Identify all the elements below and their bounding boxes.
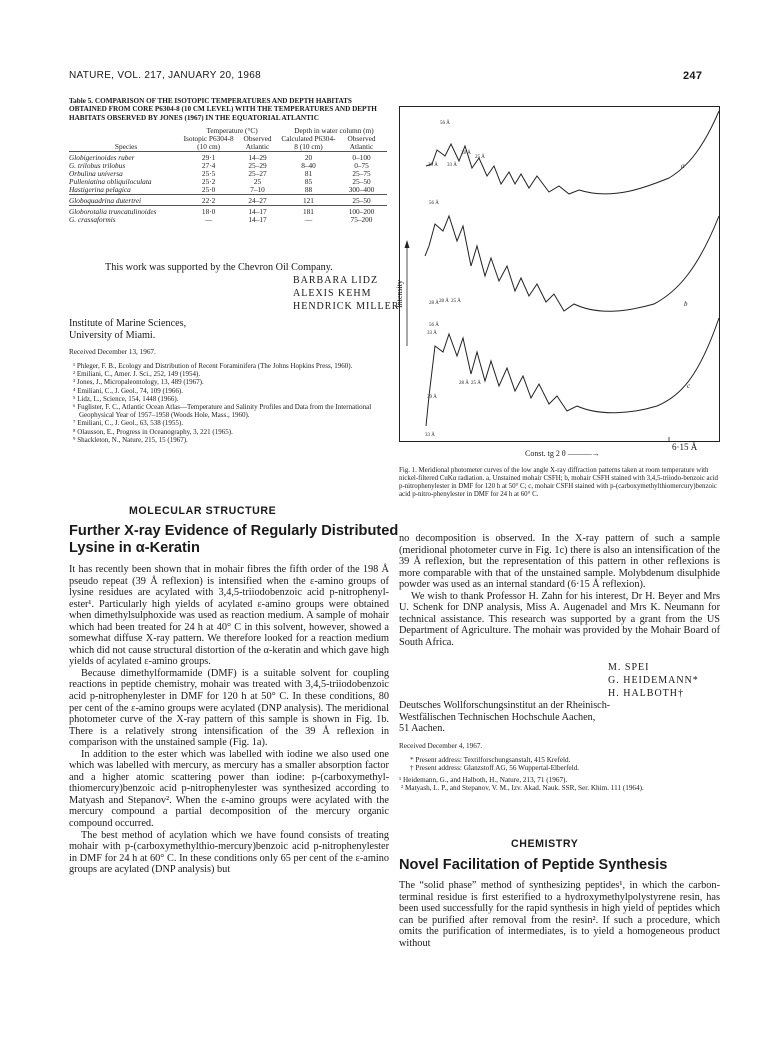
cell: 88 <box>304 185 313 194</box>
cell: 0–75 <box>354 161 369 170</box>
cell: — <box>204 215 213 224</box>
paragraph: The “solid phase” method of synthesizing peptides¹, in which the carbon-terminal residue is first esterified to a hydroxymethylpolystyrene resin, has been used successfully for the rapid synthesis in high yield of peptides which can be purified after removal from the resin². If such a procedure, which omits the purification of intermediates, is to yield a homogeneous product without <box>399 880 720 949</box>
received-date: Received December 4, 1967. <box>399 742 483 750</box>
institution-line: 51 Aachen. <box>399 723 445 735</box>
author-signature: HENDRICK MILLER <box>293 301 400 312</box>
article-body-right <box>399 533 720 648</box>
institution <box>69 318 186 342</box>
received-date: Received December 13, 1967. <box>69 348 156 356</box>
reference: ¹ Heidemann, G., and Halboth, H., Nature, 213, 71 (1967). <box>399 776 568 784</box>
cell: 300–400 <box>348 185 375 194</box>
peak-label: 39 Å <box>428 163 438 168</box>
peak-label: 56 Å <box>429 323 439 328</box>
header-species: Species <box>114 142 138 151</box>
cell: 22·2 <box>201 196 216 205</box>
cell: 7–10 <box>250 185 265 194</box>
paragraph: The best method of acylation which we have found consists of treating mohair with p-(carboxymethylthio-mercury)benzoic acid p-nitrophenylester in DMF for 24 h at 60° C. In these conditions only 65 per cent of the ε-amino groups are acylated (DNP analysis) but <box>69 829 389 876</box>
footnotes <box>410 756 720 772</box>
reference: ³ Jones, J., Micropaleontology, 13, 489 (1967). <box>73 378 204 387</box>
institution-line: University of Miami. <box>69 330 156 341</box>
author-signature: ALEXIS KEHM <box>293 288 372 299</box>
cell: 85 <box>304 177 313 186</box>
cell: 20 <box>304 153 313 162</box>
article-title: Novel Facilitation of Peptide Synthesis <box>399 857 668 873</box>
cell: 8–40 <box>301 161 316 170</box>
cell: 121 <box>303 196 314 205</box>
cell-species: Hastigerina pelagica <box>69 185 131 194</box>
article-body-left <box>69 564 389 876</box>
header-calculated: Calculated P6304-8 (10 cm) <box>281 134 336 151</box>
reference: ⁸ Olausson, E., Progress in Oceanography, 3, 221 (1965). <box>73 427 233 436</box>
curve-label-b: b <box>684 300 688 308</box>
cell-species: Pulleniatina obliquiloculata <box>69 177 152 186</box>
cell: 25·2 <box>201 177 216 186</box>
paragraph: We wish to thank Professor H. Zahn for his interest, Dr H. Beyer and Mrs U. Schenk for DNP analysis, Miss A. Augenadel and Mrs K. Neumann for technical assistance. This research was supported by a grant from the US Department of Agriculture. The mohair was provided by the Mohair Board of South Africa. <box>399 590 720 648</box>
institution-line: Institute of Marine Sciences, <box>69 318 187 329</box>
institution <box>399 700 610 735</box>
cell: 14–17 <box>248 207 267 216</box>
cell: 100–200 <box>348 207 375 216</box>
figure-1-plot <box>399 106 720 451</box>
peak-label: 33 Å <box>427 331 437 336</box>
paragraph: Because dimethylformamide (DMF) is a suitable solvent for coupling reactions in peptide chemistry, mohair was treated with 3,4,5-triiodobenzoic acid p-nitrophenylester in DMF for 120 h at 50° C. In these conditions, 80 per cent of the ε-amino groups were acylated (DNP analysis). The meridional photometer curve of the X-ray pattern of this sample is shown in Fig. 1b. There is a relatively strong intensification of the 39 Å reflexion in comparison with the unstained sample (Fig. 1a). <box>69 667 389 749</box>
peak-label: 28 Å <box>459 381 469 386</box>
page-number: 247 <box>683 70 703 82</box>
cell: 18·0 <box>201 207 216 216</box>
article-body <box>399 880 720 949</box>
reference: ⁷ Emiliani, C., J. Geol., 63, 538 (1955). <box>73 419 183 428</box>
reference: ⁵ Lidz, L., Science, 154, 1448 (1966). <box>73 394 179 403</box>
cell: 25–75 <box>352 169 371 178</box>
section-heading: CHEMISTRY <box>511 838 579 850</box>
x-axis-label <box>525 449 600 458</box>
table-caption <box>69 97 389 122</box>
cell: 29·1 <box>201 153 216 162</box>
author-signature: M. SPEI <box>608 662 650 673</box>
cell: 25–50 <box>352 177 371 186</box>
cell-species: Globigerinoides ruber <box>69 153 135 162</box>
table-row <box>69 208 387 216</box>
right-arrow-icon: ———→ <box>567 449 600 458</box>
reference: ⁴ Emiliani, C., J. Geol., 74, 109 (1966). <box>73 386 183 395</box>
peak-label: 33 Å <box>447 163 457 168</box>
table-5 <box>69 127 387 224</box>
reference: ² Emiliani, C., Amer. J. Sci., 252, 149 (1954). <box>73 370 201 379</box>
cell: 24–27 <box>248 196 267 205</box>
peak-label: 28 Å <box>439 299 449 304</box>
cell: 25–27 <box>248 169 267 178</box>
cell: 27·4 <box>201 161 216 170</box>
table-row <box>69 216 387 224</box>
peak-label: 25 Å <box>451 299 461 304</box>
section-heading: MOLECULAR STRUCTURE <box>129 505 277 517</box>
curve-b <box>425 216 719 311</box>
curve-c <box>426 318 719 426</box>
institution-line: Deutsches Wollforschungsinstitut an der Rheinisch- <box>399 700 611 711</box>
curve-label-c: c <box>687 382 691 390</box>
cell: 25·0 <box>201 185 216 194</box>
cell: 0–100 <box>352 153 371 162</box>
table-row <box>69 197 387 206</box>
header-depth: Depth in water column (m) <box>294 126 374 135</box>
footnote: * Present address: Textilforschungsanstalt, 415 Krefeld. <box>410 756 571 764</box>
peak-label: 28 Å <box>461 151 471 156</box>
reference: ⁹ Shackleton, N., Nature, 215, 15 (1967). <box>73 435 188 444</box>
cell-species: Globorotalia truncatulinoides <box>69 207 157 216</box>
table-row <box>69 186 387 195</box>
x-axis-label-text: Const. tg 2 θ <box>525 449 566 458</box>
peak-label: 25 Å <box>471 381 481 386</box>
institution-line: Westfälischen Technischen Hochschule Aachen, <box>399 711 596 723</box>
cell: 75–200 <box>350 215 373 224</box>
header-observed-temp: Observed Atlantic <box>243 134 272 151</box>
paragraph: In addition to the ester which was labelled with iodine we also used one which was labelled with mercury, as mercury has a smaller absorption factor and a higher atomic scattering power than iodine: p-(carboxymethyl-thiomercury)benzoic acid p-nitrophenylester was synthesized according to Matyash and Stepanov². When the ε-amino groups were acylated with the mercury compound a partial decomposition of the mercury organic compound occurred. <box>69 748 389 830</box>
author-signature: G. HEIDEMANN* <box>608 675 699 686</box>
cell-species: G. trilobus trilobus <box>69 161 126 170</box>
cell: 14–29 <box>248 153 267 162</box>
cell: 81 <box>304 169 313 178</box>
curve-label-a: a <box>681 162 685 170</box>
header-temperature: Temperature (°C) <box>206 126 258 135</box>
cell: 25 <box>253 177 262 186</box>
peak-label: 39 Å <box>427 395 437 400</box>
reference-list <box>69 362 389 444</box>
table-caption-text: COMPARISON OF THE ISOTOPIC TEMPERATURES AND DEPTH HABITATS OBTAINED FROM CORE P6304-8 (10 CM LEVEL) WITH THE TEMPERATURES AND DEPTH HABITATS OBSERVED BY JONES (1967) IN THE EQUATORIAL ATLANTIC <box>69 97 377 122</box>
footnote: † Present address: Glanzstoff AG, 56 Wuppertal-Elberfeld. <box>410 764 580 773</box>
cell-species: Orbulina universa <box>69 169 123 178</box>
reference: ¹ Phleger, F. B., Ecology and Distribution of Recent Foraminifera (The Johns Hopkins Press, 1960). <box>73 362 353 370</box>
figure-caption: Fig. 1. Meridional photometer curves of the low angle X-ray diffraction patterns taken at room temperature with nickel-filtered CuKα radiation. a, Unstained mohair CSFH; b, mohair CSFH stained with 3,4,5-triiodo-benzoic acid p-nitrophenylester in DMF for 120 h at 50° C; c, mohair CSFH stained with p-(carboxymethylthiomercury)benzoic acid p-nitro-phenylester in DMF for 24 h at 60° C. <box>399 467 718 498</box>
paragraph: It has recently been shown that in mohair fibres the fifth order of the 198 Å pseudo repeat (39 Å reflexion) is intensified when the ε-amino groups of lysine residues are acylated with 3,4,5-triiodobenzoic acid p-nitrophenyl-ester¹. Particularly high yields of acylated ε-amino groups were obtained when dimethylsulphoxide was used as reaction medium. A sample of mohair which had been treated for 24 h at 40° C in this solvent, however, showed a somewhat diffuse X-ray pattern. We therefore looked for a reaction medium which did not cause structural distortion of the α-keratin and which gave high yields of acylated ε-amino groups. <box>69 564 389 668</box>
cell: 25·5 <box>201 169 216 178</box>
author-signature: BARBARA LIDZ <box>293 275 379 286</box>
cell: 25–29 <box>248 161 267 170</box>
reference-list <box>399 776 720 792</box>
cell-species: Globoquadrina dutertrei <box>69 196 142 205</box>
table-number: Table 5. <box>69 97 94 105</box>
peak-label: 25 Å <box>475 155 485 160</box>
peak-label: 56 Å <box>440 121 450 126</box>
support-statement: This work was supported by the Chevron Oil Company. <box>105 262 333 273</box>
cell: — <box>304 215 313 224</box>
cell-species: G. crassaformis <box>69 215 116 224</box>
cell: 25–50 <box>352 196 371 205</box>
peak-label: 33 Å <box>425 433 435 438</box>
reference: ⁶ Fuglister, F. C., Atlantic Ocean Atlas—Temperature and Salinity Profiles and Data from the International Geophysical Year of 1957–1958 (Woods Hole, Mass., 1960). <box>73 403 372 420</box>
y-axis-label: Intensity <box>395 280 404 308</box>
journal-header: NATURE, VOL. 217, JANUARY 20, 1968 <box>69 70 261 81</box>
header-isotopic: Isotopic P6304-8 (10 cm) <box>183 134 234 151</box>
header-observed-depth: Observed Atlantic <box>347 134 376 151</box>
reference: ² Matyash, L. P., and Stepanov, V. M., Izv. Akad. Nauk. SSR, Ser. Khim. 111 (1964). <box>401 784 644 793</box>
author-signature: H. HALBOTH† <box>608 688 684 699</box>
standard-marker: 6·15 Å <box>672 442 698 452</box>
paragraph: no decomposition is observed. In the X-ray pattern of such a sample (meridional photometer curve in Fig. 1c) there is also an intensification of the 39 Å reflexion, but the representation of this pattern in other reflexions is more comparable with that of the unstained sample. Molybdenum disulphide powder was used as an internal standard (6·15 Å reflexion). <box>399 533 720 591</box>
article-title: Further X-ray Evidence of Regularly Distributed Lysine in α-Keratin <box>69 523 399 556</box>
peak-label: 28 Å <box>429 301 439 306</box>
cell: 181 <box>303 207 314 216</box>
peak-label: 56 Å <box>429 201 439 206</box>
cell: 14–17 <box>248 215 267 224</box>
